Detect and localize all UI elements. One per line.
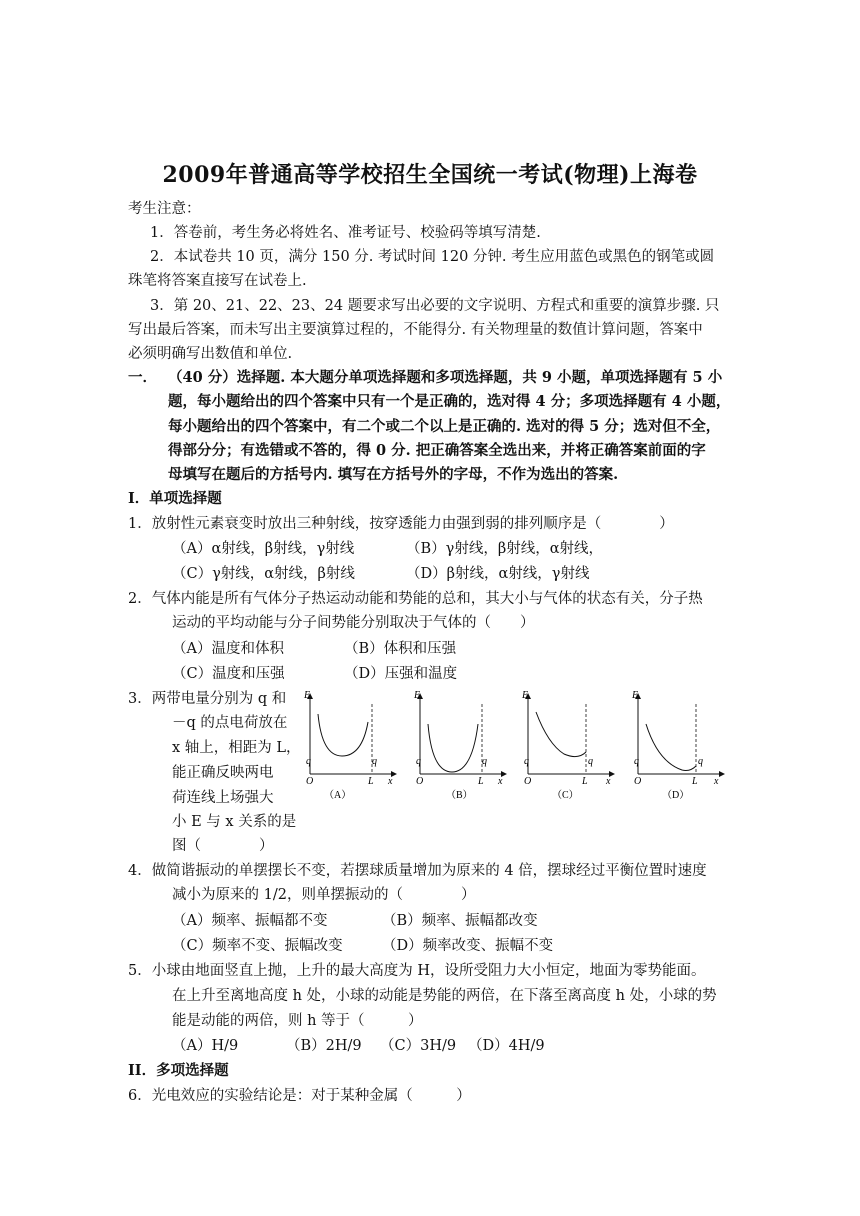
graph-d-e-label: E <box>632 690 639 701</box>
q3-line-7: 图（ ） <box>172 838 274 854</box>
graph-d-caption: （D） <box>662 790 690 801</box>
notice-item-2: 2．本试卷共 10 页，满分 150 分. 考试时间 120 分钟. 考生应用蓝色或黑色的钢笔或圆 <box>150 249 715 265</box>
q1-option-d: （D）β射线，α射线，γ射线 <box>406 566 590 582</box>
graph-c <box>521 690 614 801</box>
graph-a-q1-label: q <box>306 756 311 767</box>
graph-a-q2-label: q <box>372 756 377 767</box>
q5-option-d: （D）4H/9 <box>468 1038 545 1054</box>
graph-b <box>413 690 506 801</box>
q4-option-a: （A）频率、振幅都不变 <box>172 913 328 929</box>
q5-option-a: （A）H/9 <box>172 1038 239 1054</box>
section-one-label: 一． <box>128 369 157 386</box>
graph-b-q1-label: q <box>416 756 421 767</box>
q4-stem-1: 4．做简谐振动的单摆摆长不变，若摆球质量增加为原来的 4 倍，摆球经过平衡位置时速度 <box>128 863 707 879</box>
graph-b-o-label: O <box>416 776 424 787</box>
q1-option-c: （C）γ射线，α射线，β射线 <box>172 566 355 582</box>
graph-d-q1-label: q <box>634 756 639 767</box>
graph-a-o-label: O <box>306 776 314 787</box>
section-one-line-3: 每小题给出的四个答案中，有二个或二个以上是正确的. 选对的得 5 分；选对但不全， <box>168 418 721 435</box>
q1-stem: 1．放射性元素衰变时放出三种射线，按穿透能力由强到弱的排列顺序是（ ） <box>128 516 674 532</box>
graph-a-x-label: x <box>388 776 393 787</box>
graph-c-o-label: O <box>524 776 532 787</box>
graph-a <box>303 690 396 801</box>
q3-line-6: 小 E 与 x 关系的是 <box>172 814 297 830</box>
q4-option-d: （D）频率改变、振幅不变 <box>382 938 554 954</box>
q2-stem-2: 运动的平均动能与分子间势能分别取决于气体的（ ） <box>172 615 535 631</box>
notice-item-2-cont: 珠笔将答案直接写在试卷上. <box>128 273 307 289</box>
q2-option-b: （B）体积和压强 <box>344 641 457 657</box>
notice-heading: 考生注意： <box>128 201 201 217</box>
section-one-line-5: 母填写在题后的方括号内. 填写在方括号外的字母，不作为选出的答案. <box>168 466 619 483</box>
graph-c-x-label: x <box>606 776 611 787</box>
graph-d-l-label: L <box>692 776 698 787</box>
q5-stem-2: 在上升至离地高度 h 处，小球的动能是势能的两倍，在下落至离高度 h 处，小球的势 <box>172 988 717 1004</box>
graph-c-q2-label: q <box>588 756 593 767</box>
q4-stem-2: 减小为原来的 1/2，则单摆振动的（ ） <box>172 887 476 903</box>
graph-d-q2-label: q <box>698 756 703 767</box>
graph-a-e-label: E <box>304 690 311 701</box>
graph-c-q1-label: q <box>524 756 529 767</box>
q3-line-5: 荷连线上场强大 <box>172 790 274 806</box>
notice-item-3-cont: 写出最后答案，而未写出主要演算过程的，不能得分. 有关物理量的数值计算问题，答案中 <box>128 322 703 338</box>
part-one-heading: I．单项选择题 <box>128 490 222 507</box>
q5-stem-1: 5．小球由地面竖直上抛，上升的最大高度为 H，设所受阻力大小恒定，地面为零势能面。 <box>128 963 706 979</box>
q3-line-3: x 轴上，相距为 L， <box>172 740 301 756</box>
q5-option-c: （C）3H/9 <box>380 1038 457 1054</box>
q5-stem-3: 能是动能的两倍，则 h 等于（ ） <box>172 1013 423 1029</box>
q3-line-4: 能正确反映两电 <box>172 765 274 781</box>
graph-c-e-label: E <box>522 690 529 701</box>
graph-d-o-label: O <box>634 776 642 787</box>
graph-c-caption: （C） <box>552 790 579 801</box>
q2-option-c: （C）温度和压强 <box>172 666 285 682</box>
q2-stem-1: 2．气体内能是所有气体分子热运动动能和势能的总和，其大小与气体的状态有关，分子热 <box>128 591 703 607</box>
graph-b-caption: （B） <box>446 790 473 801</box>
graph-b-l-label: L <box>478 776 484 787</box>
graph-d-x-label: x <box>714 776 719 787</box>
q4-option-b: （B）频率、振幅都改变 <box>382 913 538 929</box>
graph-b-x-label: x <box>498 776 503 787</box>
q2-option-a: （A）温度和体积 <box>172 641 284 657</box>
part-two-heading: II．多项选择题 <box>128 1062 229 1079</box>
graph-a-caption: （A） <box>324 790 352 801</box>
section-one-line-2: 题，每小题给出的四个答案中只有一个是正确的，选对得 4 分；多项选择题有 4 小题， <box>168 393 731 410</box>
notice-item-1: 1．答卷前，考生务必将姓名、准考证号、校验码等填写清楚. <box>150 225 541 241</box>
q2-option-d: （D）压强和温度 <box>344 666 458 682</box>
page-title: 2009年普通高等学校招生全国统一考试(物理)上海卷 <box>162 162 698 188</box>
q4-option-c: （C）频率不变、振幅改变 <box>172 938 343 954</box>
graph-b-e-label: E <box>414 690 421 701</box>
section-one-line-1: （40 分）选择题. 本大题分单项选择题和多项选择题，共 9 小题，单项选择题有 5 小 <box>168 369 723 386</box>
q1-option-a: （A）α射线，β射线，γ射线 <box>172 541 355 557</box>
graph-a-l-label: L <box>368 776 374 787</box>
q6-stem: 6．光电效应的实验结论是：对于某种金属（ ） <box>128 1088 471 1104</box>
graph-b-q2-label: q <box>482 756 487 767</box>
q5-option-b: （B）2H/9 <box>286 1038 362 1054</box>
graph-c-l-label: L <box>582 776 588 787</box>
q1-option-b: （B）γ射线，β射线，α射线， <box>406 541 603 557</box>
section-one-line-4: 得部分分；有选错或不答的，得 0 分. 把正确答案全选出来，并将正确答案前面的字 <box>168 442 706 459</box>
q3-line-2: －q 的点电荷放在 <box>172 715 288 731</box>
graph-d <box>631 690 724 801</box>
notice-item-3: 3．第 20、21、22、23、24 题要求写出必要的文字说明、方程式和重要的演算步骤. 只 <box>150 298 720 314</box>
q3-graphs <box>298 684 728 808</box>
q3-line-1: 3．两带电量分别为 q 和 <box>128 691 287 707</box>
notice-item-3-cont2: 必须明确写出数值和单位. <box>128 346 293 362</box>
